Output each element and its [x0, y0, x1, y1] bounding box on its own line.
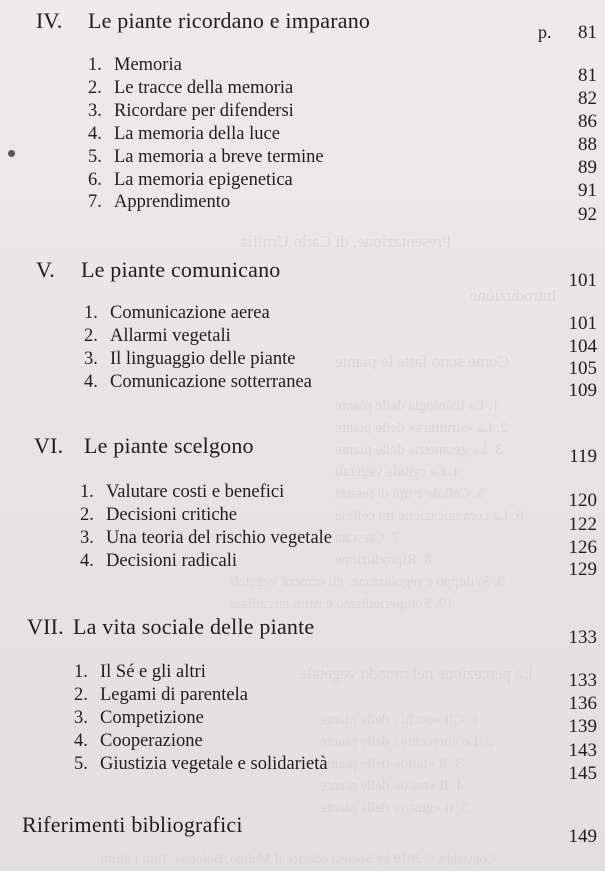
- list-item: 3. Competizione: [74, 708, 204, 728]
- ghost-line: 10. Fotoperiodismo e ritmi circadiani: [230, 596, 454, 612]
- list-item: 3. Una teoria del rischio vegetale: [80, 528, 333, 548]
- page-number: 109: [568, 380, 597, 401]
- chapter-title: Le piante comunicano: [81, 257, 281, 282]
- chapter-number: IV.: [36, 8, 63, 33]
- list-item: 7. Apprendimento: [88, 192, 231, 212]
- page-number: 89: [578, 157, 597, 178]
- page-number: 105: [568, 358, 597, 379]
- page-number: 133: [568, 670, 597, 691]
- chapter-number: V.: [36, 257, 55, 282]
- ghost-line: Introduzione: [470, 286, 557, 305]
- references-page: 149: [568, 826, 597, 847]
- ghost-line: 3. La geometria delle piante: [335, 442, 503, 458]
- chapter-heading: [27, 614, 314, 640]
- chapter-page: 81: [578, 22, 597, 43]
- list-item: 4. Decisioni radicali: [80, 551, 237, 571]
- ghost-line: 2. La «struttura» delle piante: [335, 420, 508, 436]
- chapter-page: 101: [568, 270, 597, 291]
- ghost-line: 9. Sviluppo e regolazione: gli ormoni vegetali: [230, 574, 506, 590]
- list-item: 1. Il Sé e gli altri: [74, 662, 206, 682]
- page-number: 91: [578, 180, 597, 201]
- ghost-line: Presentazione, di Carlo Urnifia: [240, 232, 452, 251]
- ghost-line: 4. Il «naso» delle piante: [320, 778, 464, 794]
- chapter-number: VII.: [27, 614, 64, 639]
- ghost-line: Come sono fatte le piante: [335, 352, 509, 371]
- list-item: 4. Cooperazione: [74, 731, 203, 751]
- list-item: 4. La memoria della luce: [88, 124, 280, 144]
- page-number: 122: [568, 514, 597, 535]
- list-item: 1. Comunicazione aerea: [84, 303, 270, 323]
- page-number: 139: [568, 716, 597, 737]
- ghost-line: 1. La fisiologia delle piante: [335, 398, 500, 414]
- ghost-line: La percezione nel mondo vegetale: [300, 664, 534, 683]
- references-heading: Riferimenti bibliografici: [22, 812, 243, 837]
- page-number: 82: [578, 88, 597, 109]
- ghost-line: 5. Cellule e tipi di tessuti: [335, 486, 485, 502]
- page-number: 92: [578, 204, 597, 225]
- list-item: 2. Legami di parentela: [74, 685, 248, 705]
- chapter-heading: [36, 257, 280, 283]
- ghost-line: 4. Le cellule vegetali: [335, 464, 461, 480]
- chapter-title: Le piante ricordano e imparano: [88, 8, 371, 33]
- page-number: 86: [578, 111, 597, 132]
- chapter-title: Le piante scelgono: [84, 433, 254, 458]
- ghost-line: 5. Il «gusto» delle piante: [320, 800, 469, 816]
- ghost-line: 8. Riproduzione: [335, 552, 432, 568]
- page-number: 136: [568, 693, 597, 714]
- list-item: 2. Allarmi vegetali: [84, 326, 231, 346]
- chapter-heading: [34, 433, 254, 459]
- page-number: 143: [568, 740, 597, 761]
- page-number: 81: [578, 65, 597, 86]
- list-item: 3. Il linguaggio delle piante: [84, 349, 296, 369]
- page-number: 104: [568, 336, 597, 357]
- page-number: 88: [578, 134, 597, 155]
- ghost-line: 1. Gli «occhi» delle piante: [320, 712, 479, 728]
- list-item: 6. La memoria epigenetica: [88, 170, 293, 190]
- list-item: 3. Ricordare per difendersi: [88, 101, 294, 121]
- page-number: 101: [568, 313, 597, 334]
- page-number: 126: [568, 537, 597, 558]
- page-number: 145: [568, 763, 597, 784]
- list-item: 2. Decisioni critiche: [80, 505, 237, 525]
- ghost-line: 6. La comunicazione tra cellule: [335, 508, 524, 524]
- list-item: 1. Valutare costi e benefici: [80, 482, 285, 502]
- chapter-title: La vita sociale delle piante: [73, 614, 315, 639]
- chapter-page: 133: [568, 627, 597, 648]
- page-number: 120: [568, 490, 597, 511]
- list-item: 4. Comunicazione sotterranea: [84, 372, 312, 392]
- list-item: 5. Giustizia vegetale e solidarietà: [74, 754, 328, 774]
- ghost-line: 3. Il «tatto» delle piante: [320, 756, 463, 772]
- page-prefix: p.: [538, 22, 552, 42]
- list-item: 2. Le tracce della memoria: [88, 78, 294, 98]
- chapter-heading: [36, 8, 370, 34]
- page-number: 129: [568, 559, 597, 580]
- chapter-number: VI.: [34, 433, 64, 458]
- ghost-line: 7. Crescita: [335, 530, 400, 546]
- ghost-line: 2. Le «orecchie» delle piante: [320, 734, 494, 750]
- list-item: 1. Memoria: [88, 55, 182, 75]
- ghost-line: Copyright © 2019 by Società editrice il Mulino, Bologna. Tutti i diritti: [100, 852, 497, 867]
- chapter-page: 119: [569, 446, 597, 467]
- list-item: 5. La memoria a breve termine: [88, 147, 324, 167]
